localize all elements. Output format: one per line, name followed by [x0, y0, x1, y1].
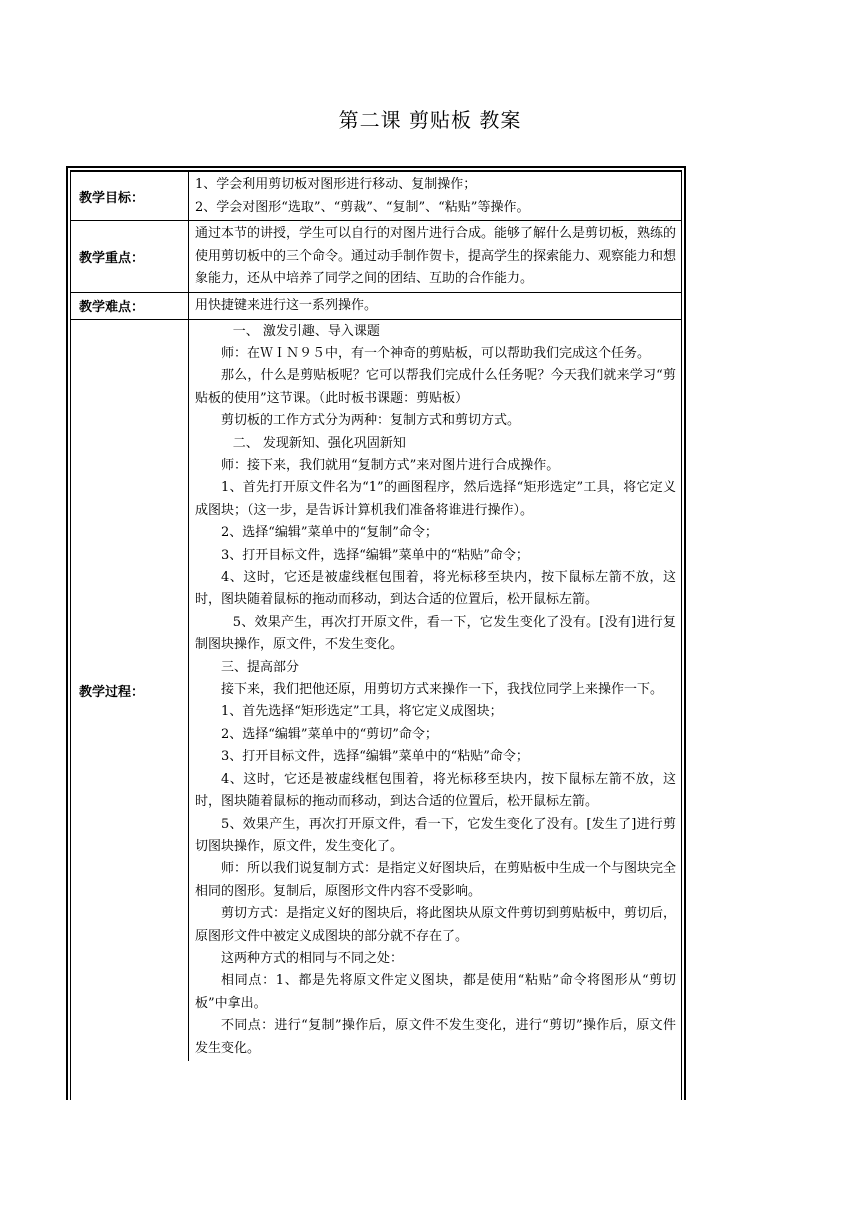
process-paragraph: 相同点：1、都是先将原文件定义图块，都是使用“粘贴”命令将图形从“剪切板”中拿出。 — [195, 973, 676, 1011]
process-paragraph: 这两种方式的相同与不同之处： — [221, 950, 404, 966]
page-title: 第二课 剪贴板 教案 — [338, 108, 522, 132]
row-label-goal: 教学目标： — [71, 172, 189, 221]
process-paragraph: 接下来，我们把他还原，用剪切方式来操作一下，我找位同学上来操作一下。 — [221, 682, 664, 698]
process-paragraph: 二、 发现新知、强化巩固新知 — [232, 435, 406, 451]
process-paragraph: 2、选择“编辑”菜单中的“复制”命令； — [221, 525, 438, 541]
goal-line: 2、学会对图形“选取”、“剪裁”、“复制”、“粘贴”等操作。 — [195, 199, 530, 215]
row-content-difficulty: 用快捷键来进行这一系列操作。 — [189, 292, 682, 319]
process-paragraph: 4、这时，它还是被虚线框包围着，将光标移至块内，按下鼠标左箭不放，这时，图块随着鼠标的拖动而移动，到达合适的位置后，松开鼠标左箭。 — [195, 570, 676, 608]
goal-line: 1、学会利用剪切板对图形进行移动、复制操作； — [195, 177, 477, 192]
process-paragraph: 剪切方式：是指定义好的图块后，将此图块从原文件剪切到剪贴板中，剪切后，原图形文件中被定义成图块的部分就不存在了。 — [195, 906, 677, 944]
process-paragraph: 1、首先选择“矩形选定”工具，将它定义成图块； — [221, 704, 503, 720]
row-content-key: 通过本节的讲授，学生可以自行的对图片进行合成。能够了解什么是剪切板，熟练的使用剪切板中的三个命令。通过动手制作贺卡，提高学生的探索能力、观察能力和想象能力，还从中培养了同学之间的团结、互助的合作能力。 — [189, 221, 682, 293]
process-paragraph: 一、 激发引趣、导入课题 — [232, 323, 380, 339]
lesson-plan-table — [70, 171, 682, 1061]
row-content-process — [189, 319, 682, 1061]
process-paragraph: 3、打开目标文件，选择“编辑”菜单中的“粘贴”命令； — [221, 547, 529, 563]
process-paragraph: 师：在ＷＩＮ９５中，有一个神奇的剪贴板，可以帮助我们完成这个任务。 — [221, 345, 651, 361]
row-label-difficulty: 教学难点： — [71, 292, 189, 319]
process-paragraph: 1、首先打开原文件名为“1”的画图程序，然后选择“矩形选定”工具，将它定义成图块；（这一步，是告诉计算机我们准备将谁进行操作）。 — [195, 480, 676, 518]
process-paragraph: 5、效果产生，再次打开原文件，看一下，它发生变化了没有。[没有]进行复制图块操作，原文件，不发生变化。 — [195, 614, 676, 653]
process-paragraph: 三、提高部分 — [221, 659, 300, 675]
process-paragraph: 5、效果产生，再次打开原文件，看一下，它发生变化了没有。[发生了]进行剪切图块操作，原文件，发生变化了。 — [195, 816, 676, 854]
table-row-process — [71, 319, 682, 1061]
row-label-process: 教学过程： — [71, 319, 189, 1061]
table-row-difficulty — [71, 292, 682, 319]
process-paragraph: 2、选择“编辑”菜单中的“剪切”命令； — [221, 726, 438, 742]
process-paragraph: 剪切板的工作方式分为两种：复制方式和剪切方式。 — [221, 413, 521, 429]
process-paragraph: 3、打开目标文件，选择“编辑”菜单中的“粘贴”命令； — [221, 749, 529, 765]
process-paragraph: 师：所以我们说复制方式：是指定义好图块后，在剪贴板中生成一个与图块完全相同的图形。复制后，原图形文件内容不受影响。 — [195, 861, 677, 899]
process-paragraph: 不同点：进行“复制”操作后，原文件不发生变化，进行“剪切”操作后，原文件发生变化。 — [195, 1018, 676, 1056]
process-paragraph: 师：接下来，我们就用“复制方式”来对图片进行合成操作。 — [221, 458, 560, 473]
process-paragraph: 4、这时，它还是被虚线框包围着，将光标移至块内，按下鼠标左箭不放，这时，图块随着鼠标的拖动而移动，到达合适的位置后，松开鼠标左箭。 — [195, 771, 676, 810]
process-paragraph: 那么，什么是剪贴板呢？它可以帮我们完成什么任务呢？今天我们就来学习“剪贴板的使用”这节课。（此时板书课题：剪贴板） — [195, 368, 676, 406]
table-row-goal — [71, 172, 682, 221]
row-content-goal — [189, 172, 682, 221]
row-label-key: 教学重点： — [71, 221, 189, 293]
table-row-key — [71, 221, 682, 293]
